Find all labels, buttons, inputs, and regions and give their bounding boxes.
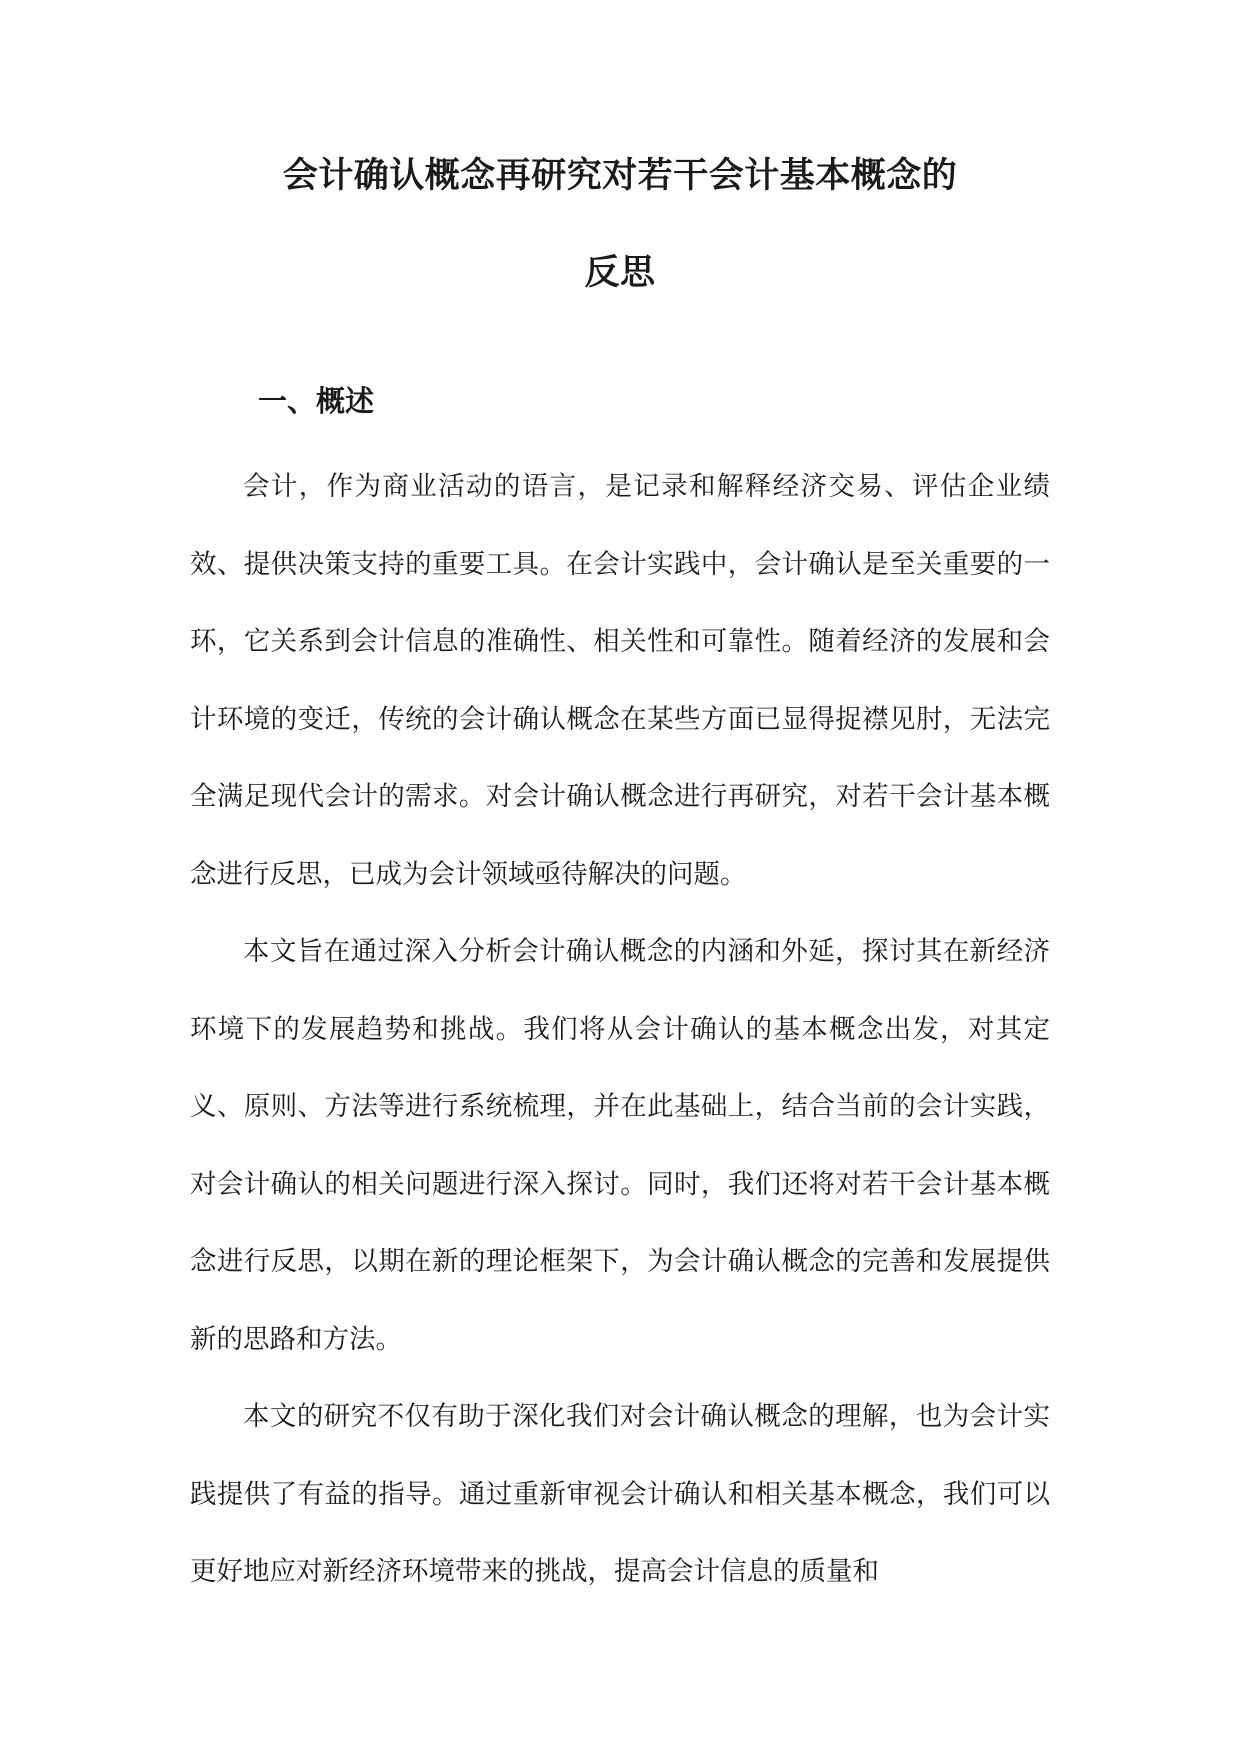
- section-heading: 一、概述: [258, 384, 375, 418]
- paragraph-3: 本文的研究不仅有助于深化我们对会计确认概念的理解，也为会计实践提供了有益的指导。通过重新审视会计确认和相关基本概念，我们可以更好地应对新经济环境带来的挑战，提高会计信息的质量和: [190, 1401, 1050, 1587]
- paragraph-1: 会计，作为商业活动的语言，是记录和解释经济交易、评估企业绩效、提供决策支持的重要工具。在会计实践中，会计确认是至关重要的一环，它关系到会计信息的准确性、相关性和可靠性。随着经济的发展和会计环境的变迁，传统的会计确认概念在某些方面已显得捉襟见肘，无法完全满足现代会计的需求。对会计确认概念进行再研究，对若干会计基本概念进行反思，已成为会计领域亟待解决的问题。: [190, 471, 1050, 890]
- document-title-line-2: 反思: [584, 253, 656, 293]
- paragraph-2: 本文旨在通过深入分析会计确认概念的内涵和外延，探讨其在新经济环境下的发展趋势和挑战。我们将从会计确认的基本概念出发，对其定义、原则、方法等进行系统梳理，并在此基础上，结合当前的会计实践，对会计确认的相关问题进行深入探讨。同时，我们还将对若干会计基本概念进行反思，以期在新的理论框架下，为会计确认概念的完善和发展提供新的思路和方法。: [190, 936, 1050, 1355]
- document-title-line-1: 会计确认概念再研究对若干会计基本概念的: [282, 156, 958, 196]
